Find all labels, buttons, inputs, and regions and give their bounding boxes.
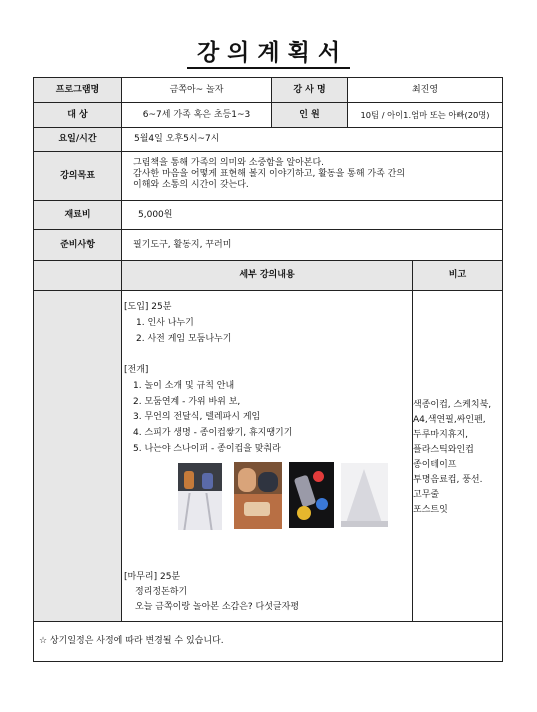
activity-photo-4: [341, 463, 388, 527]
note-line: 색종이컵, 스케치북,: [413, 400, 492, 410]
note-line: 포스트잇: [413, 505, 448, 515]
fee-value: 5,000원: [121, 200, 503, 230]
content-header: 세부 강의내용: [121, 260, 413, 291]
dev-item: 4. 스피가 생명 - 종이컵쌓기, 휴지땡기기: [133, 428, 293, 438]
dev-title: [전개]: [124, 365, 149, 375]
dev-item: 5. 나는야 스나이퍼 - 종이컵을 맞춰라: [133, 444, 281, 454]
content-side-blank: [33, 290, 122, 622]
close-title: [마무리] 25분: [124, 572, 181, 582]
note-line: 고무줄: [413, 490, 440, 500]
intro-item: 1. 인사 나누기: [136, 318, 194, 328]
note-line: 투명음료컵, 풍선.: [413, 475, 483, 485]
goal-line: 그림책을 통해 가족의 의미와 소중함을 알아본다.: [133, 158, 325, 168]
footer-note: ☆ 상기일정은 사정에 따라 변경될 수 있습니다.: [33, 621, 503, 662]
close-item: 오늘 금쪽이랑 놀아본 소감은? 다섯글자평: [135, 602, 300, 612]
instructor-value: 최진영: [347, 77, 503, 103]
intro-title: [도입] 25분: [124, 302, 172, 312]
personnel-label: 인 원: [271, 102, 348, 128]
target-value: 6~7세 가족 혹은 초등1~3: [121, 102, 272, 128]
note-header: 비고: [412, 260, 503, 291]
intro-item: 2. 사전 게임 모둠나누기: [136, 334, 232, 344]
note-line: 종이테이프: [413, 460, 457, 470]
goal-line: 감사한 마음을 어떻게 표현해 볼지 이야기하고, 활동을 통해 가족 간의: [133, 169, 406, 179]
program-value: 금쪽아~ 놀자: [121, 77, 272, 103]
note-body: [412, 290, 503, 622]
prep-label: 준비사항: [33, 229, 122, 261]
dev-item: 3. 무언의 전달식, 텔레파시 게임: [133, 412, 261, 422]
note-line: 두루마지휴지,: [413, 430, 469, 440]
fee-label: 재료비: [33, 200, 122, 230]
close-item: 정리정돈하기: [135, 587, 188, 597]
activity-photo-2: [234, 462, 282, 529]
activity-photo-3: [289, 462, 334, 528]
goal-label: 강의목표: [33, 151, 122, 201]
prep-value: 필기도구, 활동지, 꾸러미: [121, 229, 503, 261]
content-header-blank: [33, 260, 122, 291]
goal-value: [121, 151, 503, 201]
note-line: 플라스틱와인컵: [413, 445, 474, 455]
program-label: 프로그램명: [33, 77, 122, 103]
datetime-label: 요일/시간: [33, 127, 122, 152]
goal-line: 이해와 소통의 시간이 갖는다.: [133, 180, 249, 190]
dev-item: 2. 모둠연계 - 가위 바위 보,: [133, 397, 241, 407]
target-label: 대 상: [33, 102, 122, 128]
datetime-value: 5월4일 오후5시~7시: [121, 127, 503, 152]
personnel-value: 10팀 / 아이1.엄마 또는 아빠(20명): [347, 102, 503, 128]
instructor-label: 강 사 명: [271, 77, 348, 103]
page-title: 강의계획서: [0, 34, 537, 67]
dev-item: 1. 놀이 소개 및 규칙 안내: [133, 381, 235, 391]
activity-photo-1: [178, 463, 222, 530]
note-line: A4,색연필,싸인펜,: [413, 415, 486, 425]
